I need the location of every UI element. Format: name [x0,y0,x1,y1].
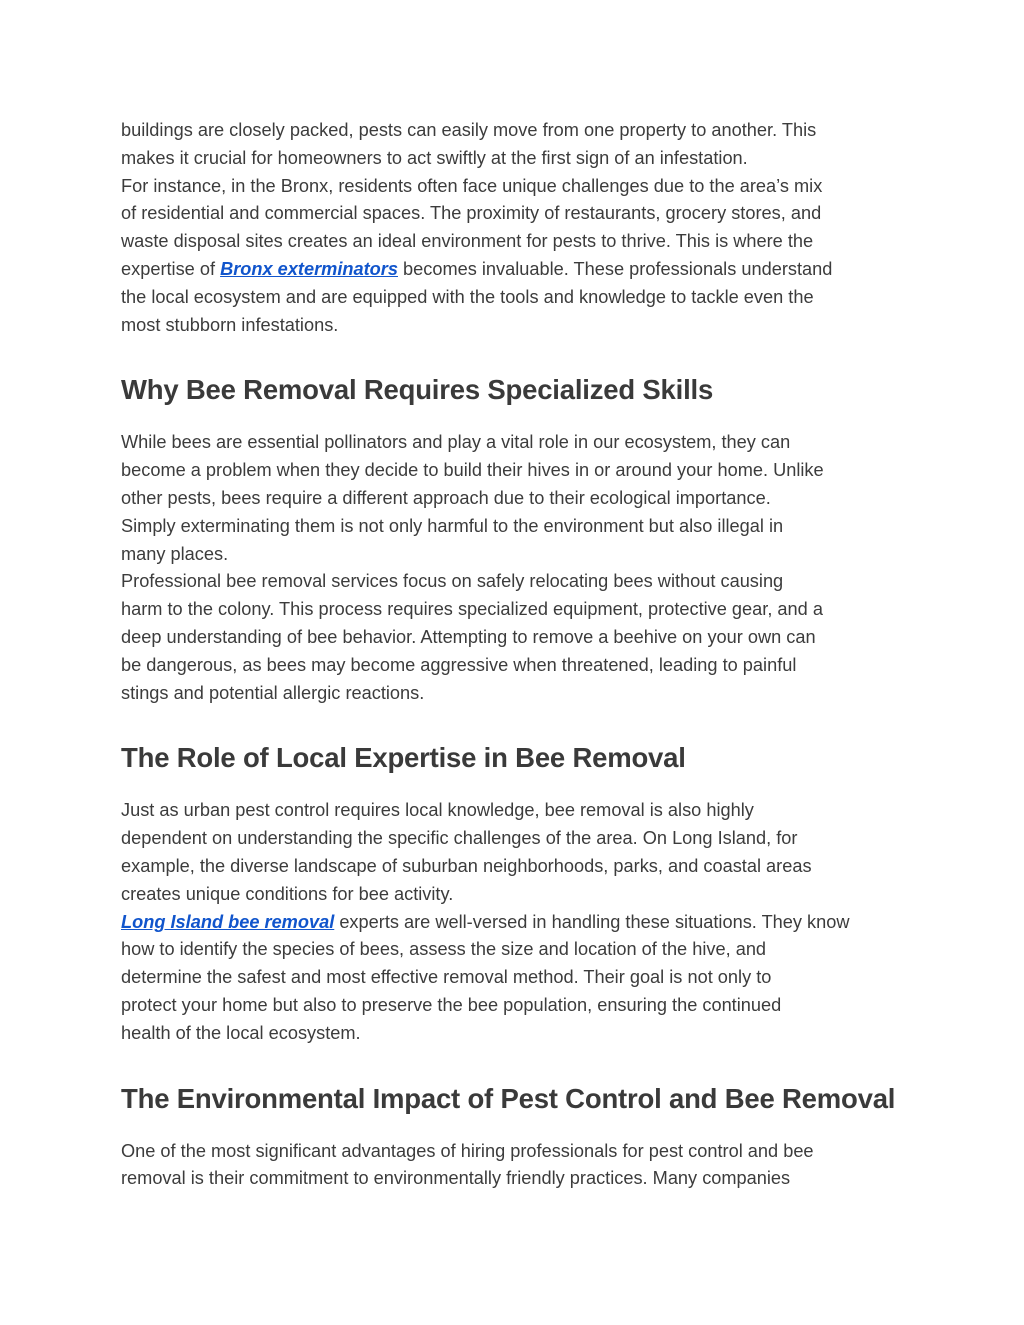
section-heading-environmental-impact: The Environmental Impact of Pest Control and Bee Removal [121,1082,896,1114]
text-line: Simply exterminating them is not only harmful to the environment but also illegal in [121,515,784,536]
text-line: of residential and commercial spaces. The proximity of restaurants, grocery stores, and [121,203,822,224]
text-line: dependent on understanding the specific challenges of the area. On Long Island, for [121,828,798,849]
document-page [121,117,911,1193]
text-line: For instance, in the Bronx, residents often face unique challenges due to the area’s mix [121,175,823,196]
spacer [121,775,911,797]
paragraph-professional-removal [121,568,911,707]
text-line: creates unique conditions for bee activity. [121,883,454,904]
text-line: be dangerous, as bees may become aggressive when threatened, leading to painful [121,654,797,675]
paragraph-local-knowledge [121,797,911,908]
text-fragment: becomes invaluable. These professionals understand [397,258,833,279]
text-line: the local ecosystem and are equipped with the tools and knowledge to tackle even the [121,286,814,307]
paragraph-bronx [121,173,911,340]
text-line: many places. [121,543,229,564]
bronx-exterminators-link[interactable]: Bronx exterminators [220,258,398,279]
text-line: most stubborn infestations. [121,314,339,335]
text-line: Just as urban pest control requires local knowledge, bee removal is also highly [121,800,754,821]
spacer [121,1048,911,1082]
spacer [121,707,911,741]
text-line: example, the diverse landscape of suburban neighborhoods, parks, and coastal areas [121,855,812,876]
text-line: determine the safest and most effective removal method. Their goal is not only to [121,967,772,988]
paragraph-bees-pollinators [121,429,911,568]
text-line: Professional bee removal services focus on safely relocating bees without causing [121,571,784,592]
text-fragment: experts are well-versed in handling these situations. They know [334,911,850,932]
section-heading-local-expertise: The Role of Local Expertise in Bee Removal [121,742,686,774]
section-heading-specialized-skills: Why Bee Removal Requires Specialized Skills [121,374,714,406]
text-line: other pests, bees require a different approach due to their ecological importance. [121,487,771,508]
text-line: protect your home but also to preserve the bee population, ensuring the continued [121,994,782,1015]
text-line: removal is their commitment to environmentally friendly practices. Many companies [121,1168,791,1189]
text-line: waste disposal sites creates an ideal environment for pests to thrive. This is where the [121,231,814,252]
text-line: While bees are essential pollinators and play a vital role in our ecosystem, they can [121,432,791,453]
spacer [121,1116,911,1138]
text-fragment: expertise of [121,258,221,279]
paragraph-long-island-experts [121,909,911,1048]
text-line: One of the most significant advantages of hiring professionals for pest control and bee [121,1140,814,1161]
spacer [121,339,911,373]
text-line: deep understanding of bee behavior. Attempting to remove a beehive on your own can [121,626,816,647]
text-line: health of the local ecosystem. [121,1022,361,1043]
paragraph-eco-friendly [121,1138,911,1194]
spacer [121,407,911,429]
text-line: harm to the colony. This process requires specialized equipment, protective gear, and a [121,599,823,620]
text-line: stings and potential allergic reactions. [121,682,425,703]
text-line: makes it crucial for homeowners to act swiftly at the first sign of an infestation. [121,147,748,168]
text-line: how to identify the species of bees, assess the size and location of the hive, and [121,939,767,960]
long-island-bee-removal-link[interactable]: Long Island bee removal [121,911,335,932]
text-line: buildings are closely packed, pests can easily move from one property to another. This [121,120,817,140]
text-line [121,909,911,937]
text-line: become a problem when they decide to build their hives in or around your home. Unlike [121,460,824,481]
paragraph-dense-buildings [121,117,911,173]
text-line [121,256,911,284]
